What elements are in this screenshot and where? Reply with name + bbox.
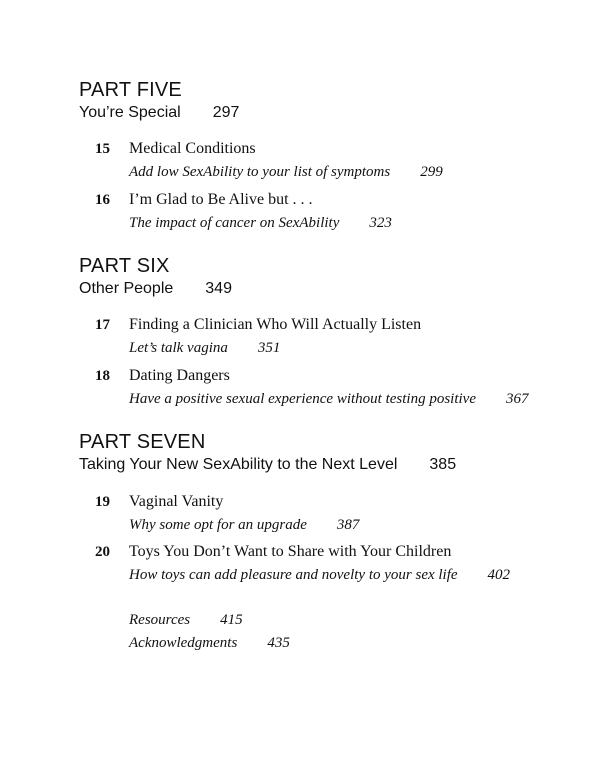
- part-subtitle: You’re Special: [79, 104, 181, 121]
- chapter-page-number: 323: [369, 215, 392, 231]
- back-matter-resources: [129, 610, 290, 630]
- part-subtitle-line: [79, 278, 232, 300]
- part-page-number: 385: [429, 456, 457, 473]
- back-matter-page-number: 435: [267, 635, 290, 651]
- chapter-page-number: 387: [336, 517, 360, 533]
- chapter-number: 15: [95, 141, 110, 157]
- chapter-description: Why some opt for an upgrade: [129, 517, 307, 533]
- chapter-number: 20: [95, 544, 110, 560]
- part-title: PART FIVE: [79, 79, 182, 101]
- chapter-description-line: [129, 389, 529, 409]
- part-subtitle-line: [79, 102, 239, 124]
- back-matter-label: Acknowledgments: [129, 635, 238, 651]
- part-page-number: 349: [205, 280, 232, 297]
- chapter-20-entry: [95, 542, 510, 585]
- part-five-heading: [79, 79, 239, 124]
- chapter-17-entry: [95, 315, 421, 358]
- part-page-number: 297: [212, 104, 240, 121]
- chapter-15-entry: [95, 139, 443, 182]
- chapter-description-line: [129, 515, 359, 535]
- chapter-number: 18: [95, 368, 110, 384]
- chapter-title: I’m Glad to Be Alive but . . .: [129, 191, 313, 208]
- chapter-16-entry: [95, 190, 392, 233]
- chapter-page-number: 299: [420, 164, 443, 180]
- chapter-description-line: [129, 338, 421, 358]
- chapter-description: How toys can add pleasure and novelty to your sex life: [129, 567, 458, 583]
- part-title: PART SIX: [79, 255, 170, 277]
- chapter-description-line: [129, 213, 392, 233]
- chapter-title: Vaginal Vanity: [129, 493, 224, 510]
- chapter-page-number: 351: [257, 340, 281, 356]
- chapter-title: Medical Conditions: [129, 140, 256, 157]
- chapter-18-entry: [95, 366, 529, 409]
- chapter-page-number: 402: [487, 567, 511, 583]
- chapter-number: 16: [95, 192, 110, 208]
- chapter-number: 19: [95, 494, 110, 510]
- back-matter-page-number: 415: [220, 612, 243, 628]
- chapter-title: Toys You Don’t Want to Share with Your Children: [129, 543, 452, 560]
- chapter-description: The impact of cancer on SexAbility: [129, 215, 340, 231]
- part-seven-heading: [79, 431, 456, 476]
- chapter-title: Dating Dangers: [129, 367, 230, 384]
- chapter-description-line: [129, 565, 510, 585]
- chapter-description-line: [129, 162, 443, 182]
- back-matter-list: [129, 610, 290, 656]
- chapter-19-entry: [95, 492, 359, 535]
- part-title: PART SEVEN: [79, 431, 206, 453]
- part-six-heading: [79, 255, 232, 300]
- part-subtitle-line: [79, 454, 456, 476]
- back-matter-label: Resources: [129, 612, 191, 628]
- chapter-number: 17: [95, 317, 110, 333]
- part-subtitle: Taking Your New SexAbility to the Next Level: [79, 456, 398, 473]
- part-subtitle: Other People: [79, 280, 174, 297]
- chapter-title: Finding a Clinician Who Will Actually Listen: [129, 316, 422, 333]
- chapter-description: Let’s talk vagina: [129, 340, 228, 356]
- back-matter-acknowledgments: [129, 633, 290, 653]
- chapter-page-number: 367: [506, 391, 529, 407]
- chapter-description: Have a positive sexual experience without testing positive: [129, 391, 476, 407]
- chapter-description: Add low SexAbility to your list of symptoms: [129, 164, 391, 180]
